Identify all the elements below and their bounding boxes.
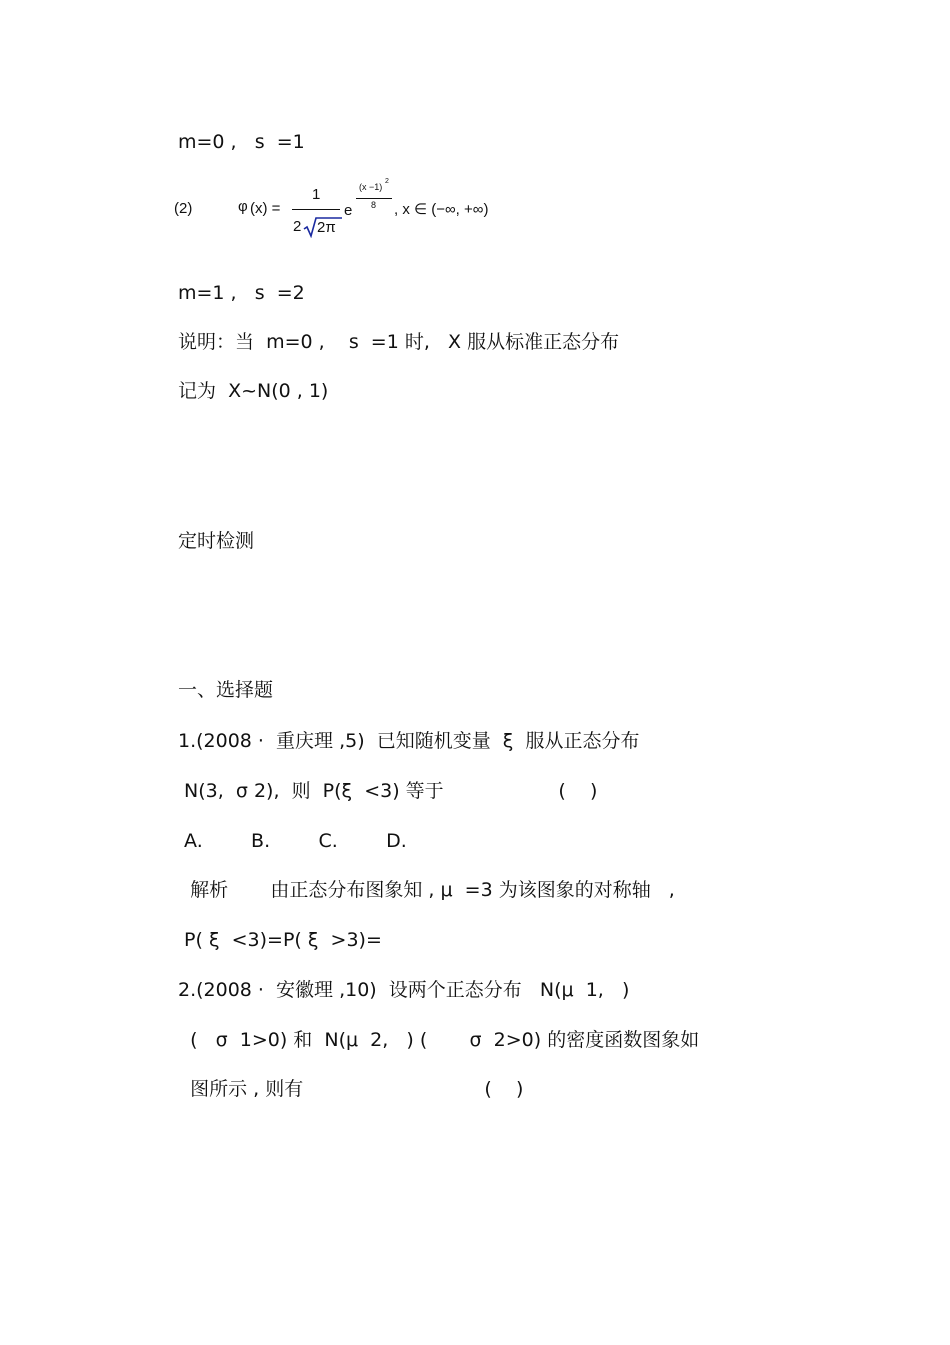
question-1-analysis: 解析 由正态分布图象知 , μ =3 为该图象的对称轴 , bbox=[178, 879, 675, 901]
formula-lhs: (x) = bbox=[250, 200, 281, 217]
question-2-stem-cont: ( σ 1>0) 和 N(μ 2, ) ( σ 2>0) 的密度函数图象如 bbox=[178, 1029, 700, 1051]
question-2-stem-end: 图所示 , 则有 ( ) bbox=[178, 1078, 524, 1100]
exponent-bar bbox=[356, 198, 392, 199]
question-1-options: A. B. C. D. bbox=[178, 830, 407, 852]
explanation-line: 说明：当 m=0 , s =1 时, X 服从标准正态分布 bbox=[178, 331, 620, 353]
param-line-1: m=0 , s =1 bbox=[178, 131, 305, 153]
question-2-stem: 2.(2008 · 安徽理 ,10) 设两个正态分布 N(μ 1, ) bbox=[178, 979, 630, 1001]
exp-base: e bbox=[344, 202, 353, 219]
exponent-power: 2 bbox=[385, 178, 389, 185]
section-heading-timed-test: 定时检测 bbox=[178, 530, 255, 552]
exponent-numerator: (x −1) bbox=[359, 182, 383, 192]
question-1-analysis-cont: P( ξ <3)=P( ξ >3)= bbox=[178, 929, 382, 951]
fraction-numerator: 1 bbox=[312, 186, 321, 203]
formula-domain: , x ∈ (−∞, +∞) bbox=[394, 201, 489, 218]
question-1-stem: 1.(2008 · 重庆理 ,5) 已知随机变量 ξ 服从正态分布 bbox=[178, 730, 640, 752]
fraction-bar bbox=[292, 209, 340, 210]
section-heading-choice: 一、选择题 bbox=[178, 679, 274, 701]
question-1-stem-cont: N(3, σ 2), 则 P(ξ <3) 等于 ( ) bbox=[178, 780, 598, 802]
phi-symbol: φ bbox=[238, 198, 248, 215]
param-line-2: m=1 , s =2 bbox=[178, 282, 305, 304]
formula-label: (2) bbox=[174, 200, 193, 217]
radicand: 2π bbox=[317, 219, 336, 236]
notation-line: 记为 X~N(0 , 1) bbox=[178, 380, 329, 402]
exponent-denominator: 8 bbox=[371, 200, 377, 210]
fraction-coefficient: 2 bbox=[293, 218, 302, 235]
density-formula bbox=[172, 178, 532, 242]
